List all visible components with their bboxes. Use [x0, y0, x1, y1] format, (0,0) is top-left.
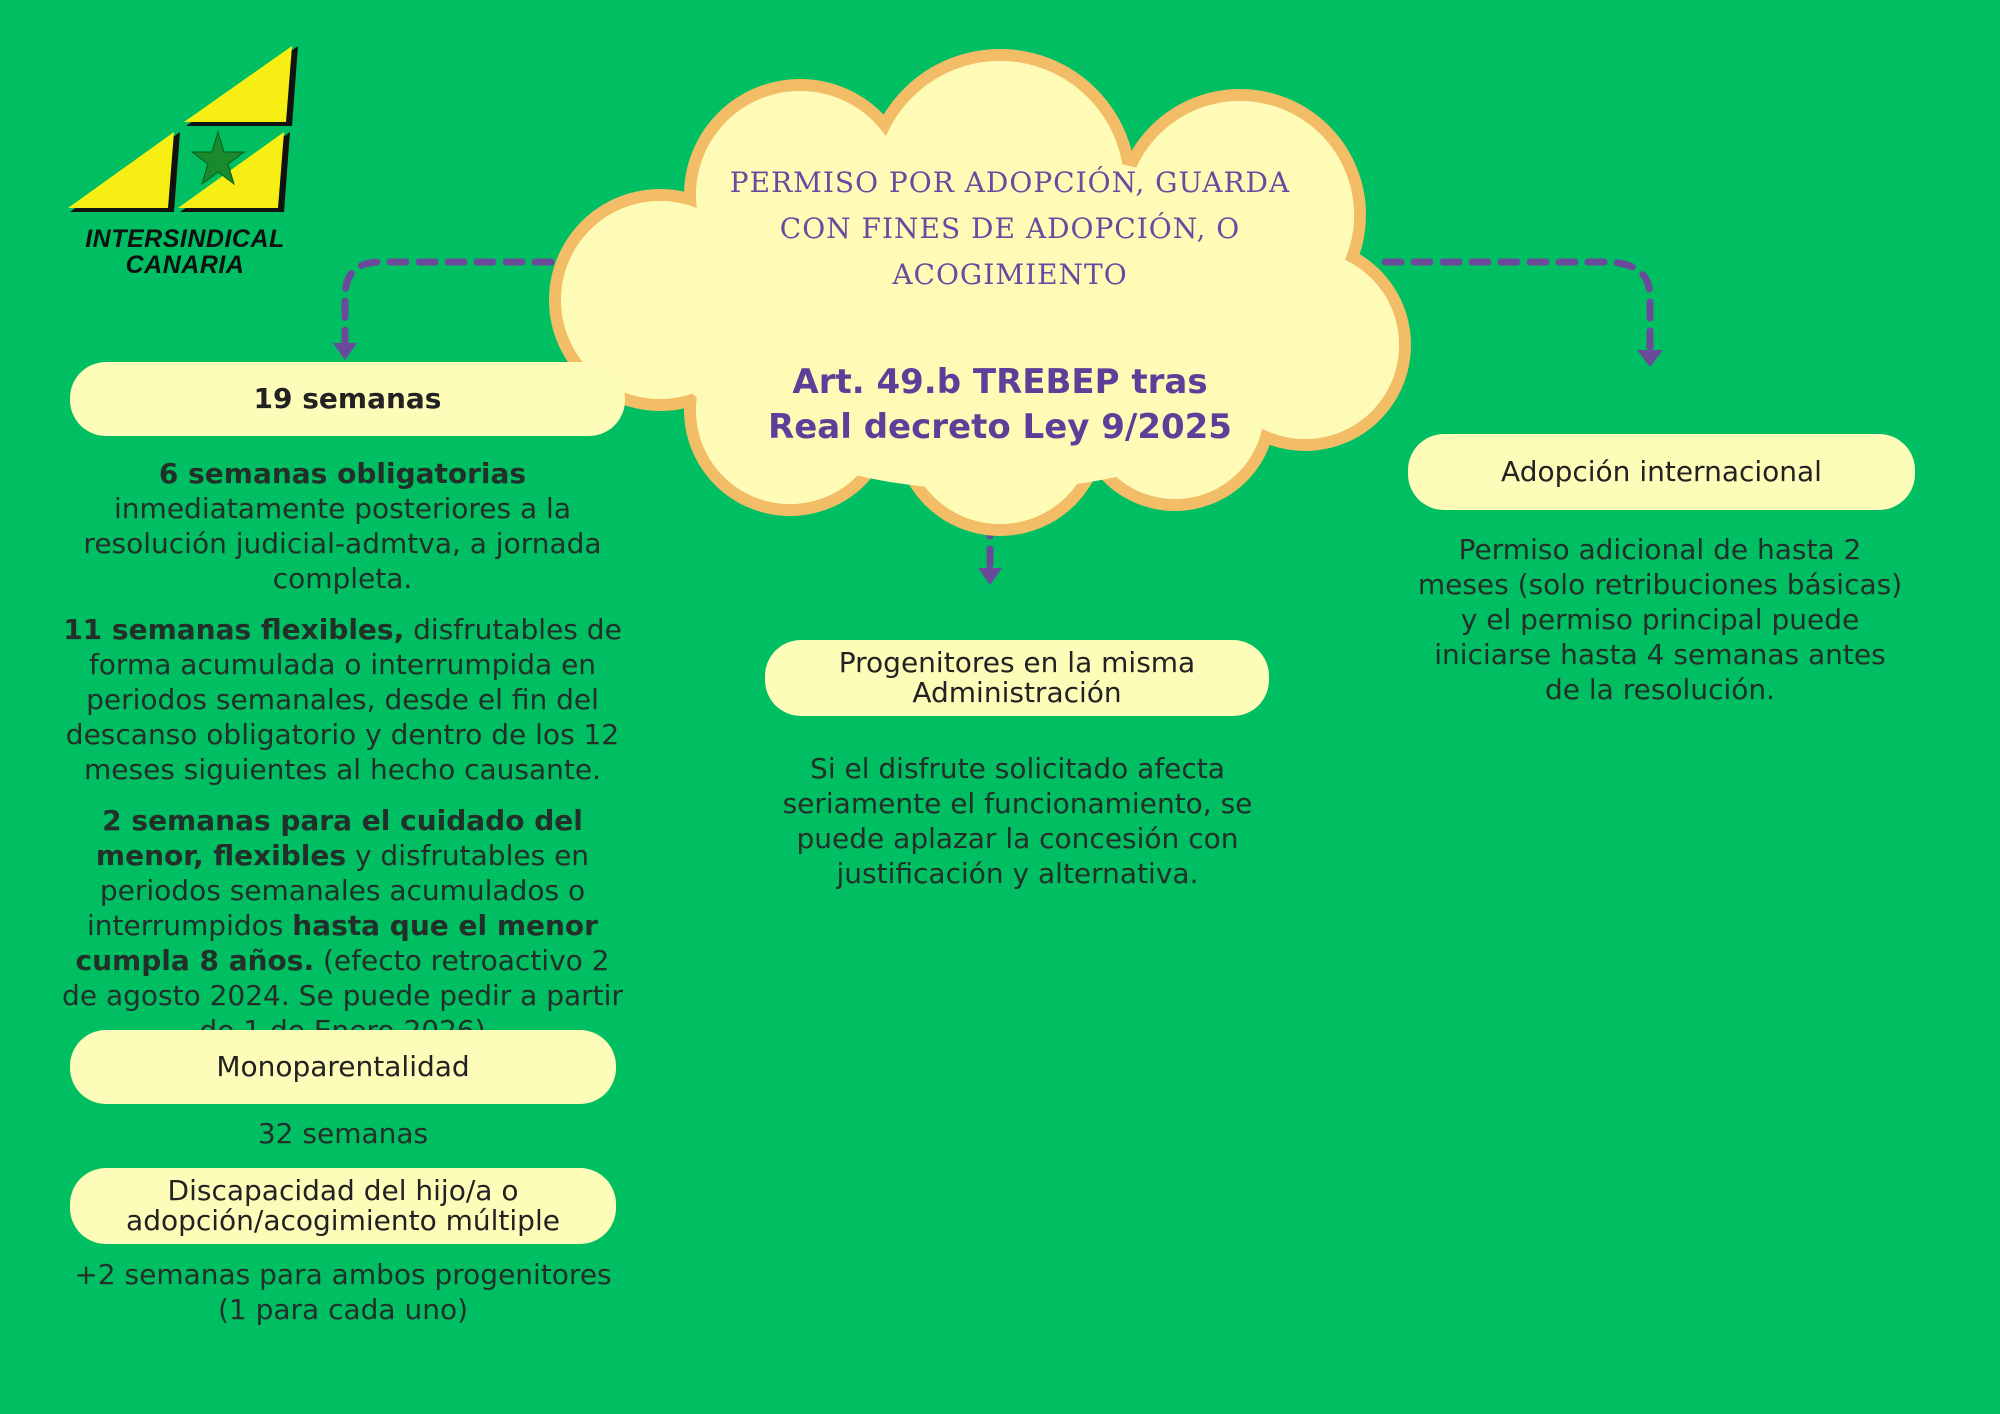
- header-monoparentalidad-label: Monoparentalidad: [216, 1050, 470, 1083]
- header-monoparentalidad: [70, 1030, 616, 1104]
- header-progenitores: [765, 640, 1269, 716]
- header-adopcion-internacional-label: Adopción internacional: [1501, 455, 1822, 488]
- paragraph-obligatorias: 6 semanas obligatorias inmediatamente posteriores a la resolución judicial-admtva, a jornada completa.: [83, 457, 602, 595]
- paragraph-cuidado-menor: 2 semanas para el cuidado del menor, flexibles y disfrutables en periodos semanales acumulados o interrumpidos hasta que el menor cumpla 8 años. (efecto retroactivo 2 de agosto 2024. Se puede pedir a partir: [62, 804, 623, 1012]
- adopcion-internacional-text: Permiso adicional de hasta 2 meses (solo retribuciones básicas) y el permiso principal puede iniciarse hasta 4 semanas antes de la resolución.: [1417, 533, 1903, 706]
- paragraph-flexibles: 11 semanas flexibles, disfrutables de forma acumulada o interrumpida en periodos semanales, desde el fin del descanso obligatorio y dentro de los 12 meses siguientes al hecho causante.: [63, 613, 622, 786]
- cloud-subtitle-line2: Real decreto Ley 9/2025: [768, 407, 1232, 447]
- monoparentalidad-text: 32 semanas: [257, 1117, 429, 1150]
- cloud-title: PERMISO POR ADOPCIÓN, GUARDA CON FINES DE ADOPCIÓN, O ACOGIMIENTO: [729, 166, 1291, 291]
- left-details: [60, 456, 625, 1064]
- discapacidad-text: +2 semanas para ambos progenitores (1 para cada uno): [74, 1258, 612, 1326]
- progenitores-text: Si el disfrute solicitado afecta seriamente el funcionamiento, se puede aplazar la concesión con justificación y alternativa.: [782, 752, 1253, 890]
- header-progenitores-label: Progenitores en la misma Administración: [838, 646, 1196, 709]
- logo-text: [60, 226, 310, 278]
- logo-line2: CANARIA: [125, 251, 245, 279]
- logo-line1: INTERSINDICAL: [85, 225, 285, 253]
- header-discapacidad-label: Discapacidad del hijo/a o adopción/acogimiento múltiple: [126, 1174, 560, 1237]
- header-19-semanas-label: 19 semanas: [253, 382, 442, 415]
- header-19-semanas: [70, 362, 625, 436]
- intersindical-logo: [60, 40, 310, 225]
- header-adopcion-internacional: [1408, 434, 1915, 510]
- cloud-subtitle: [700, 360, 1300, 450]
- header-discapacidad: [70, 1168, 616, 1244]
- cloud-subtitle-line1: Art. 49.b TREBEP tras: [792, 362, 1208, 402]
